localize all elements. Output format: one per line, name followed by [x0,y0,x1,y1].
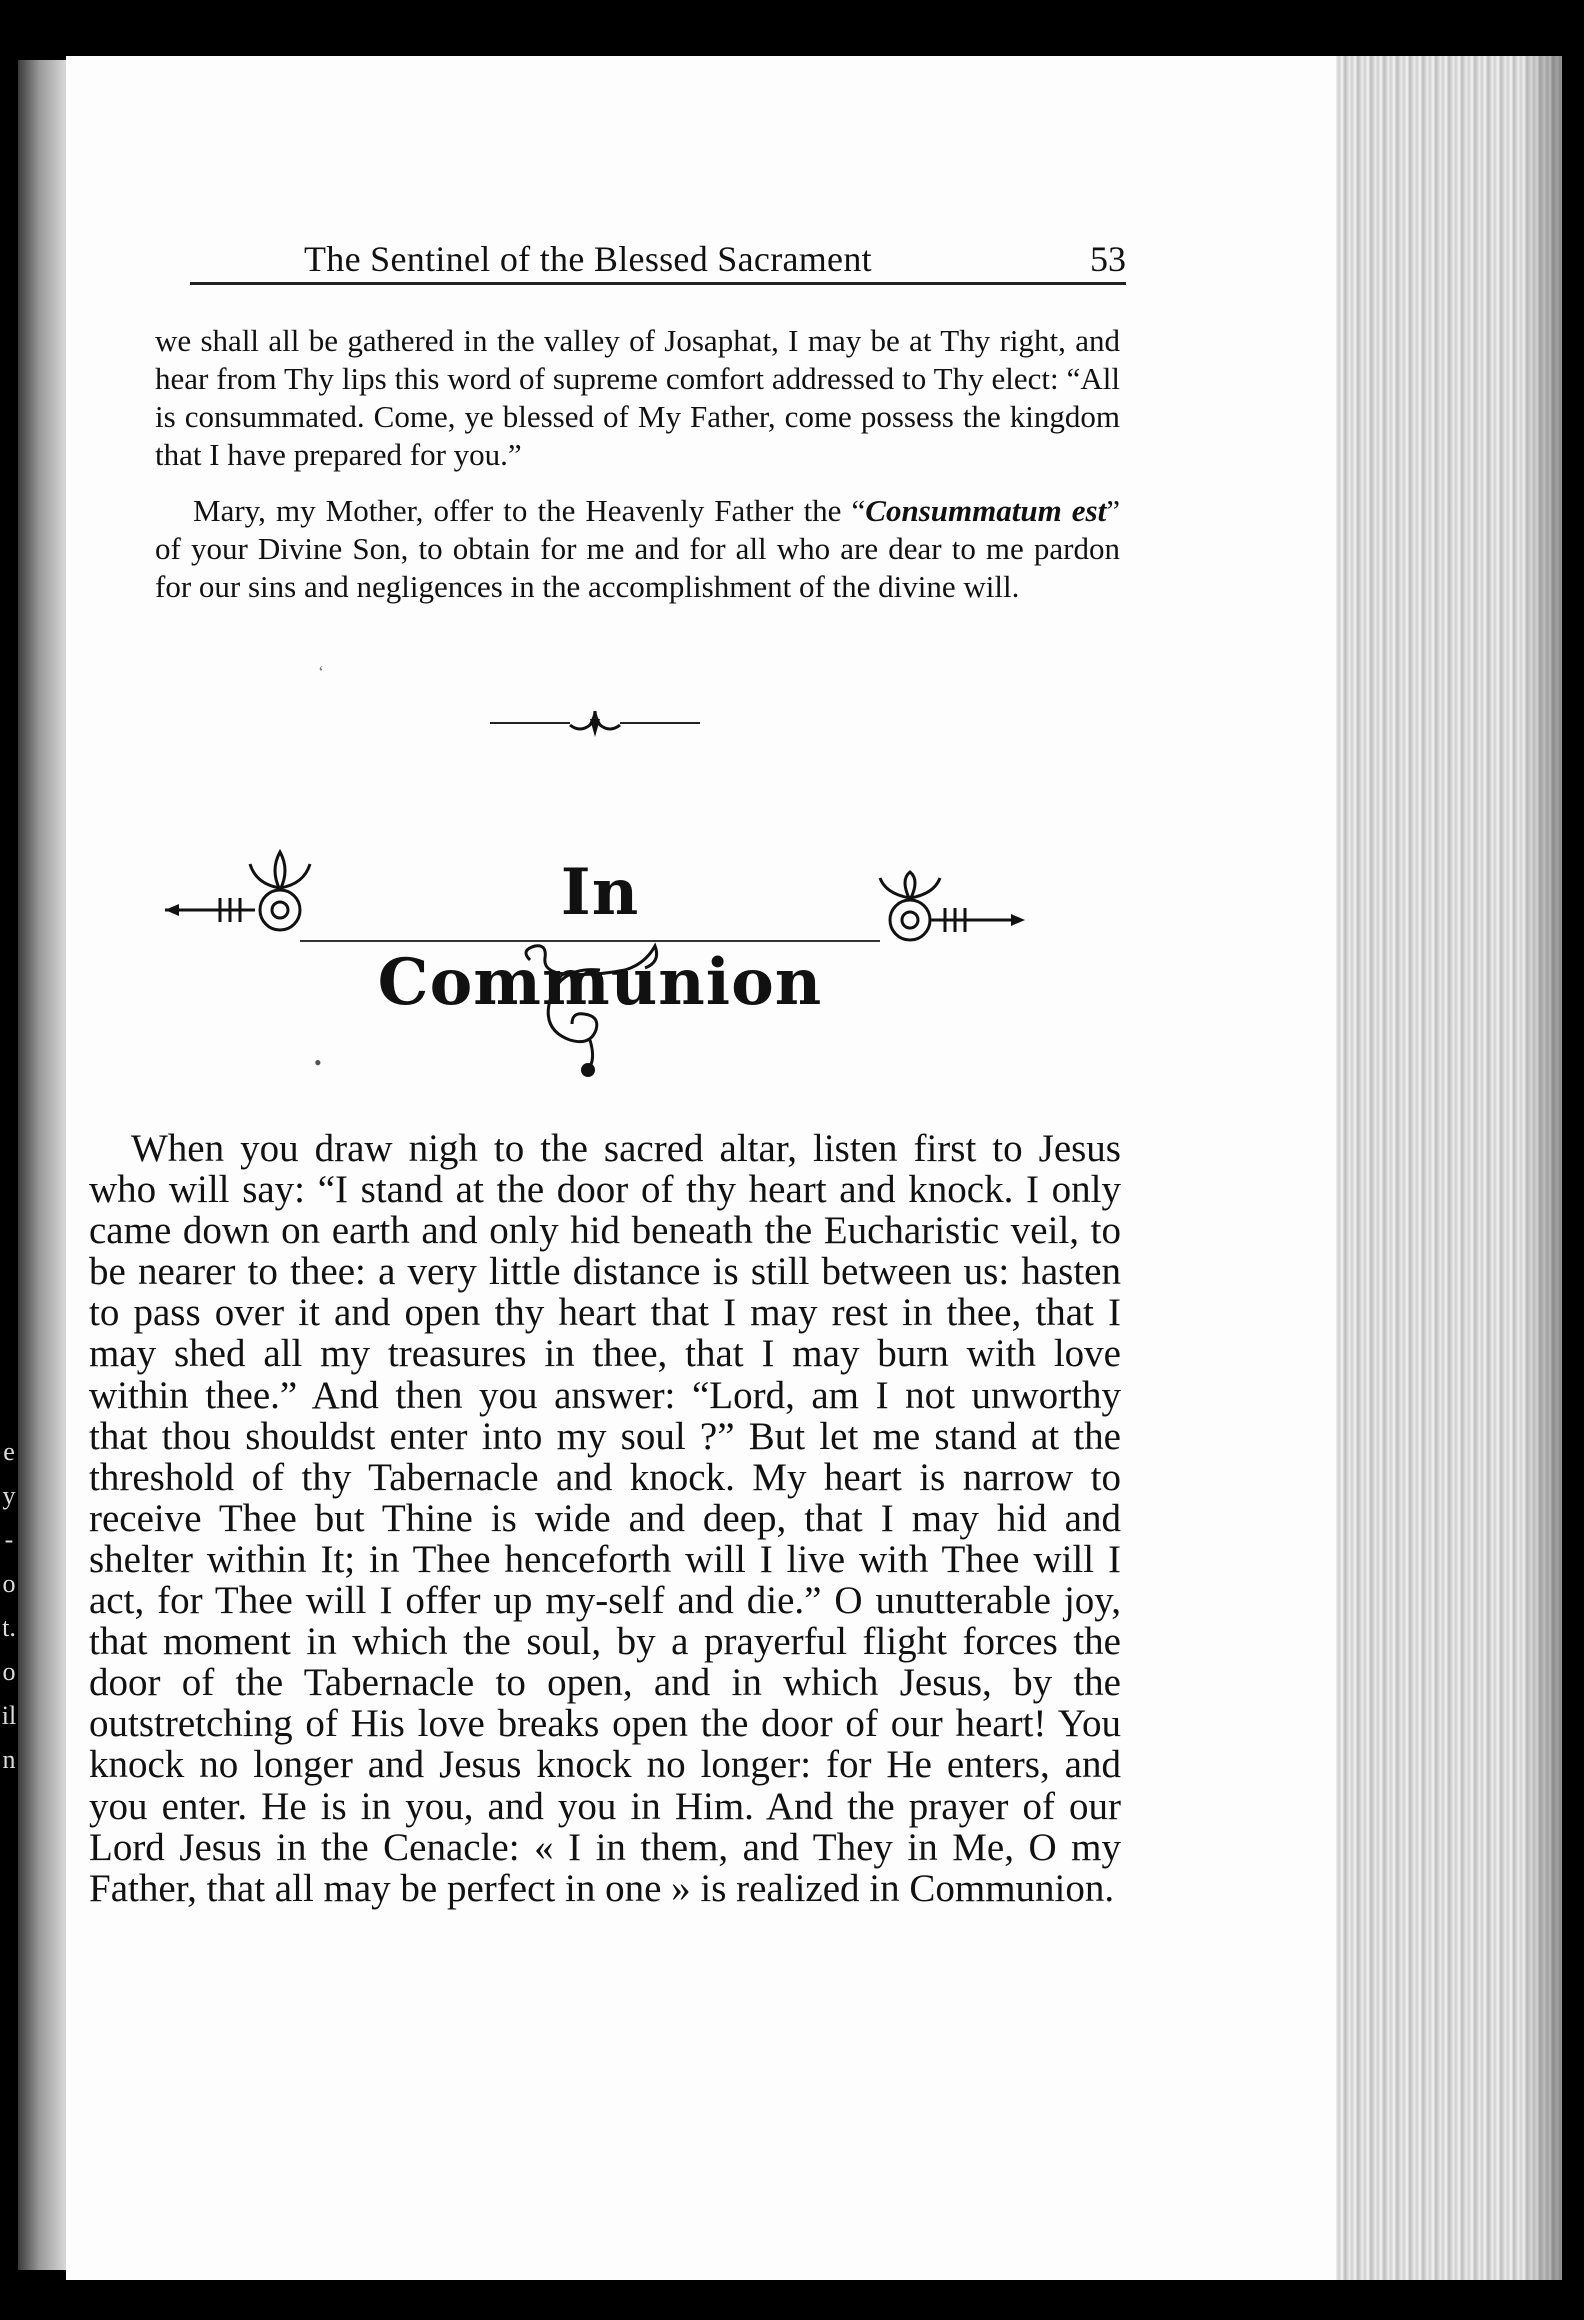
margin-char: y [2,1481,16,1510]
left-page-edge [18,60,66,2270]
margin-char: e [3,1437,15,1466]
left-page-margin-text [0,1430,18,2070]
body-paragraph: When you draw nigh to the sacred altar, listen first to Jesus who will say: “I stand at the door of thy heart and knock. I only came down on earth and only hid beneath the Eucharistic veil, to be nearer to thee: a very little distance is still between us: hasten to pass over it and open thy heart that I may rest in thee, that I may shed all my treasures in thee, that I may burn with love within thee.” And then you answer: “Lord, am I not unworthy that thou shouldst enter into my soul ?” But let me stand at the threshold of thy Tabernacle and knock. My heart is narrow to receive Thee but Thine is wide and deep, that I may hid and shelter within It; in Thee henceforth will I live with Thee will I act, for Thee will I offer up my-self and die.” O unutterable joy, that moment in which the soul, by a prayerful flight forces the door of the Tabernacle to open, and in which Jesus, by the outstretching of His love breaks open the door of our heart! You knock no longer and Jesus knock no longer: for He enters, and you enter. He is in you, and you in Him. And the prayer of our Lord Jesus in the Cenacle: « I in them, and They in Me, O my Father, that all may be perfect in one » is realized in Communion. [89,1127,1121,1910]
margin-char: o [2,1569,16,1598]
margin-char: - [4,1525,14,1554]
prayer-text: ” of your Divine Son, to obtain for me and for all who are dear to me pardon for our sins and negligences in the accomplishment of the divine will. [155,493,1120,604]
section-title: In Communion [377,855,823,1020]
page-stack-edge [1336,56,1562,2280]
ornamental-rule-icon [490,705,700,745]
latin-phrase: Consummatum est [865,493,1107,528]
right-flourish-icon [870,870,1030,960]
prayer-paragraph-1: we shall all be gathered in the valley of Josaphat, I may be at Thy right, and hear from Thy lips this word of supreme comfort addressed to Thy elect: “All is consummated. Come, ye blessed of My Father, come possess the kingdom that I have prepared for you.” [155,323,1120,472]
scroll-ornament-icon [510,940,670,1080]
prayer-paragraph-2 [155,492,1120,606]
left-flourish-icon [160,848,330,938]
running-title: The Sentinel of the Blessed Sacrament [304,239,872,279]
margin-char: o [2,1657,16,1686]
running-head [190,182,1126,285]
prayer-text: Mary, my Mother, offer to the Heavenly Father the “ [193,493,866,528]
margin-char: t. [2,1613,16,1642]
stray-mark: • [314,1050,322,1075]
stray-mark: ‘ [318,662,324,682]
page-number: 53 [1090,239,1126,279]
margin-char: il [1,1701,17,1730]
margin-char: n [2,1745,16,1774]
